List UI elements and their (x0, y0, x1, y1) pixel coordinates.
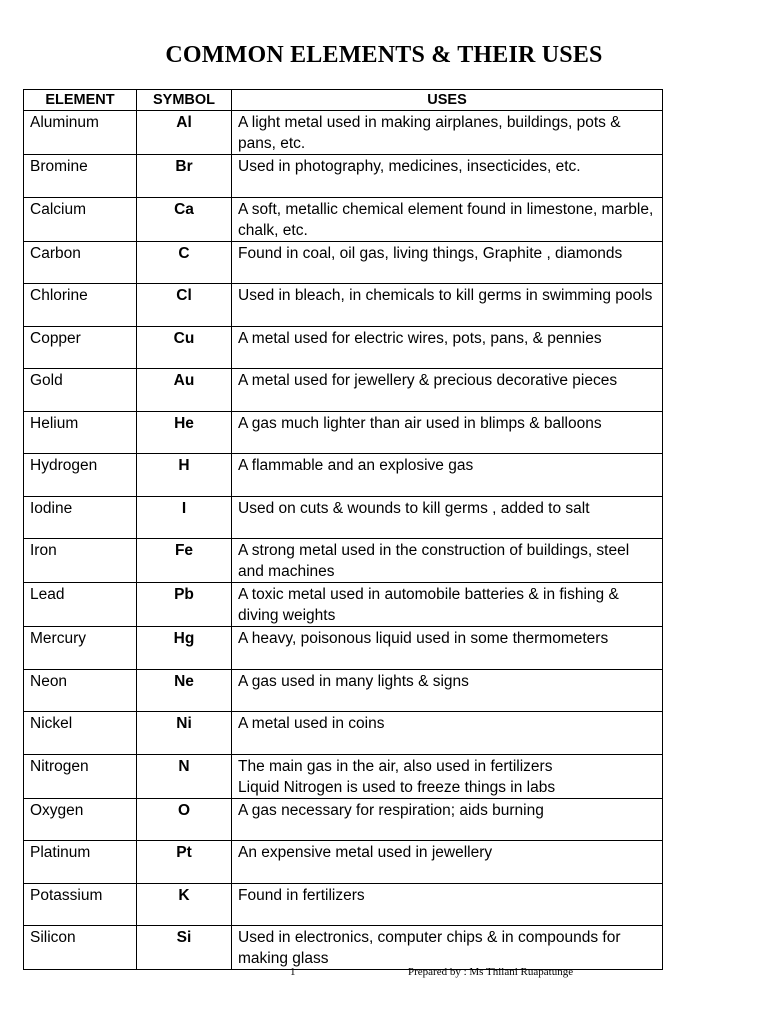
element-symbol-cell: H (137, 454, 232, 497)
page-number: 1 (290, 966, 296, 978)
element-name-cell: Mercury (24, 627, 137, 670)
element-symbol-cell: K (137, 883, 232, 926)
element-uses-cell: A metal used in coins (232, 712, 663, 755)
element-name-cell: Aluminum (24, 111, 137, 155)
element-symbol-cell: Fe (137, 539, 232, 583)
element-symbol-cell: Cl (137, 284, 232, 327)
table-body (24, 111, 663, 970)
element-symbol-cell: Hg (137, 627, 232, 670)
element-uses-cell: A soft, metallic chemical element found in limestone, marble, chalk, etc. (232, 197, 663, 241)
element-uses-cell: An expensive metal used in jewellery (232, 841, 663, 884)
element-uses-cell: A gas necessary for respiration; aids burning (232, 798, 663, 841)
table-row (24, 454, 663, 497)
element-uses-cell: Found in fertilizers (232, 883, 663, 926)
table-row (24, 926, 663, 970)
element-uses-cell: Found in coal, oil gas, living things, Graphite , diamonds (232, 241, 663, 284)
elements-table (23, 89, 663, 970)
element-uses-cell: A heavy, poisonous liquid used in some thermometers (232, 627, 663, 670)
element-name-cell: Neon (24, 669, 137, 712)
element-name-cell: Iodine (24, 496, 137, 539)
column-header-element: ELEMENT (24, 90, 137, 111)
element-uses-cell: Used in electronics, computer chips & in compounds for making glass (232, 926, 663, 970)
element-symbol-cell: Ca (137, 197, 232, 241)
element-symbol-cell: Cu (137, 326, 232, 369)
table-row (24, 369, 663, 412)
table-row (24, 197, 663, 241)
element-name-cell: Silicon (24, 926, 137, 970)
table-row (24, 627, 663, 670)
table-header-row (24, 90, 663, 111)
element-symbol-cell: Al (137, 111, 232, 155)
element-symbol-cell: Pt (137, 841, 232, 884)
table-row (24, 583, 663, 627)
table-row (24, 883, 663, 926)
element-uses-cell: A light metal used in making airplanes, buildings, pots & pans, etc. (232, 111, 663, 155)
element-symbol-cell: Pb (137, 583, 232, 627)
table-row (24, 841, 663, 884)
element-uses-cell: A gas much lighter than air used in blimps & balloons (232, 411, 663, 454)
element-name-cell: Gold (24, 369, 137, 412)
element-symbol-cell: I (137, 496, 232, 539)
element-symbol-cell: Br (137, 155, 232, 198)
table-row (24, 754, 663, 798)
element-name-cell: Platinum (24, 841, 137, 884)
element-uses-cell: A metal used for electric wires, pots, pans, & pennies (232, 326, 663, 369)
element-symbol-cell: He (137, 411, 232, 454)
table-row (24, 241, 663, 284)
element-uses-cell: Used on cuts & wounds to kill germs , added to salt (232, 496, 663, 539)
element-uses-cell: Used in bleach, in chemicals to kill germs in swimming pools (232, 284, 663, 327)
table-row (24, 411, 663, 454)
element-name-cell: Bromine (24, 155, 137, 198)
element-name-cell: Chlorine (24, 284, 137, 327)
table-row (24, 496, 663, 539)
element-name-cell: Copper (24, 326, 137, 369)
table-row (24, 326, 663, 369)
element-name-cell: Calcium (24, 197, 137, 241)
prepared-by: Prepared by : Ms Thilani Ruapatunge (408, 966, 574, 978)
table-row (24, 669, 663, 712)
element-uses-cell: The main gas in the air, also used in fertilizers Liquid Nitrogen is used to freeze things in labs (232, 754, 663, 798)
element-name-cell: Nickel (24, 712, 137, 755)
element-name-cell: Iron (24, 539, 137, 583)
table-row (24, 155, 663, 198)
table-row (24, 539, 663, 583)
element-symbol-cell: Si (137, 926, 232, 970)
column-header-uses: USES (232, 90, 663, 111)
element-name-cell: Carbon (24, 241, 137, 284)
element-name-cell: Potassium (24, 883, 137, 926)
element-symbol-cell: Ne (137, 669, 232, 712)
element-uses-cell: A flammable and an explosive gas (232, 454, 663, 497)
table-row (24, 798, 663, 841)
element-name-cell: Oxygen (24, 798, 137, 841)
element-symbol-cell: N (137, 754, 232, 798)
element-uses-cell: A gas used in many lights & signs (232, 669, 663, 712)
element-name-cell: Lead (24, 583, 137, 627)
element-name-cell: Nitrogen (24, 754, 137, 798)
element-symbol-cell: Au (137, 369, 232, 412)
column-header-symbol: SYMBOL (137, 90, 232, 111)
element-name-cell: Hydrogen (24, 454, 137, 497)
table-row (24, 111, 663, 155)
element-name-cell: Helium (24, 411, 137, 454)
element-uses-cell: A metal used for jewellery & precious decorative pieces (232, 369, 663, 412)
table-row (24, 712, 663, 755)
element-symbol-cell: O (137, 798, 232, 841)
element-symbol-cell: Ni (137, 712, 232, 755)
element-uses-cell: A strong metal used in the construction of buildings, steel and machines (232, 539, 663, 583)
element-uses-cell: Used in photography, medicines, insecticides, etc. (232, 155, 663, 198)
element-symbol-cell: C (137, 241, 232, 284)
element-uses-cell: A toxic metal used in automobile batteries & in fishing & diving weights (232, 583, 663, 627)
table-row (24, 284, 663, 327)
page-title: COMMON ELEMENTS & THEIR USES (165, 42, 603, 68)
